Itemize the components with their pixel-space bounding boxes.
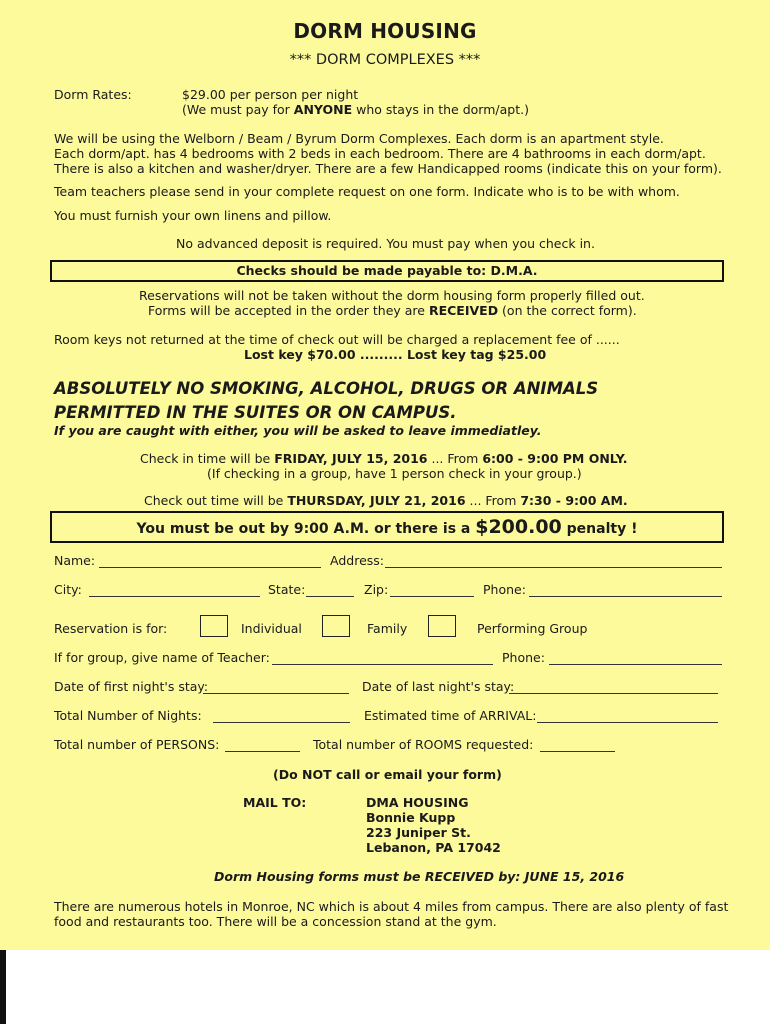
warning-line2: PERMITTED IN THE SUITES OR ON CAMPUS.: [54, 403, 457, 422]
teacher-label: If for group, give name of Teacher:: [54, 650, 270, 665]
info-line-3: There is also a kitchen and washer/dryer. There are a few Handicapped rooms (indicate this on your form).: [54, 161, 722, 176]
performing-group-label: Performing Group: [477, 621, 588, 636]
name-field[interactable]: [99, 567, 321, 568]
individual-label: Individual: [241, 621, 302, 636]
city-label: City:: [54, 582, 82, 597]
state-field[interactable]: [306, 596, 354, 597]
performing-group-checkbox[interactable]: [428, 615, 456, 637]
info-line-2: Each dorm/apt. has 4 bedrooms with 2 beds in each bedroom. There are 4 bathrooms in each dorm/apt.: [54, 146, 706, 161]
scan-edge-bar: [0, 950, 6, 1024]
last-night-field[interactable]: [509, 693, 718, 694]
last-night-label: Date of last night's stay:: [362, 679, 515, 694]
checkin-time: 6:00 - 9:00 PM ONLY.: [482, 451, 628, 466]
checkin-date: FRIDAY, JULY 15, 2016: [274, 451, 428, 466]
rates-line1: $29.00 per person per night: [182, 87, 359, 102]
checks-payable-text: Checks should be made payable to: D.M.A.: [236, 263, 538, 278]
address-label: Address:: [330, 553, 384, 568]
total-rooms-field[interactable]: [540, 751, 615, 752]
first-night-field[interactable]: [203, 693, 349, 694]
total-nights-field[interactable]: [213, 722, 350, 723]
footer-line2: food and restaurants too. There will be a concession stand at the gym.: [54, 914, 497, 929]
page-subtitle: *** DORM COMPLEXES ***: [289, 52, 481, 68]
mail-line3: 223 Juniper St.: [366, 825, 471, 840]
checkin-note: (If checking in a group, have 1 person check in your group.): [207, 466, 582, 481]
penalty-post: penalty !: [561, 521, 638, 537]
checkin-pre: Check in time will be: [140, 451, 275, 466]
info-line-4: Team teachers please send in your complete request on one form. Indicate who is to be with whom.: [54, 184, 680, 199]
checkout-date: THURSDAY, JULY 21, 2016: [287, 493, 466, 508]
teacher-field[interactable]: [272, 664, 493, 665]
individual-checkbox[interactable]: [200, 615, 228, 637]
phone-field[interactable]: [529, 596, 722, 597]
penalty-amount: $200.00: [475, 516, 562, 538]
total-persons-label: Total number of PERSONS:: [54, 737, 220, 752]
page-title: DORM HOUSING: [293, 19, 477, 43]
family-label: Family: [367, 621, 408, 636]
arrival-label: Estimated time of ARRIVAL:: [364, 708, 537, 723]
reservations-line2-bold: RECEIVED: [428, 303, 499, 318]
checkout-time: 7:30 - 9:00 AM.: [520, 493, 628, 508]
info-line-6: No advanced deposit is required. You must pay when you check in.: [176, 236, 595, 251]
deadline-note: Dorm Housing forms must be RECEIVED by: JUNE 15, 2016: [214, 869, 625, 884]
penalty-text: [52, 516, 722, 538]
rates-line2: [182, 102, 529, 117]
rates-label: Dorm Rates:: [54, 87, 132, 102]
arrival-field[interactable]: [537, 722, 718, 723]
address-field[interactable]: [385, 567, 722, 568]
total-nights-label: Total Number of Nights:: [54, 708, 202, 723]
rates-line2-post: who stays in the dorm/apt.): [352, 102, 529, 117]
first-night-label: Date of first night's stay:: [54, 679, 209, 694]
zip-field[interactable]: [390, 596, 474, 597]
no-call-note: (Do NOT call or email your form): [273, 767, 502, 782]
penalty-pre: You must be out by 9:00 A.M. or there is a: [136, 521, 476, 537]
info-line-5: You must furnish your own linens and pillow.: [54, 208, 332, 223]
checkout-pre: Check out time will be: [144, 493, 288, 508]
checkout-line: [144, 493, 628, 508]
zip-label: Zip:: [364, 582, 389, 597]
footer-line1: There are numerous hotels in Monroe, NC which is about 4 miles from campus. There are also plenty of fast: [54, 899, 729, 914]
teacher-phone-label: Phone:: [502, 650, 545, 665]
name-label: Name:: [54, 553, 96, 568]
mail-line1: DMA HOUSING: [366, 795, 469, 810]
checkout-mid: ... From: [465, 493, 521, 508]
mail-to-label: MAIL TO:: [243, 795, 307, 810]
warning-line1: ABSOLUTELY NO SMOKING, ALCOHOL, DRUGS OR ANIMALS: [54, 379, 599, 398]
reservations-line2: [148, 303, 637, 318]
checks-payable-box: [50, 260, 724, 282]
info-line-1: We will be using the Welborn / Beam / Byrum Dorm Complexes. Each dorm is an apartment style.: [54, 131, 664, 146]
reservations-line2-post: (on the correct form).: [498, 303, 637, 318]
checkin-mid: ... From: [427, 451, 483, 466]
penalty-box: [50, 511, 724, 543]
total-rooms-label: Total number of ROOMS requested:: [313, 737, 534, 752]
mail-line2: Bonnie Kupp: [366, 810, 456, 825]
rates-line2-pre: (We must pay for: [182, 102, 294, 117]
total-persons-field[interactable]: [225, 751, 300, 752]
keys-line2: Lost key $70.00 ......... Lost key tag $25.00: [244, 347, 547, 362]
phone-label: Phone:: [483, 582, 526, 597]
state-label: State:: [268, 582, 306, 597]
reservation-for-label: Reservation is for:: [54, 621, 168, 636]
reservations-line1: Reservations will not be taken without the dorm housing form properly filled out.: [139, 288, 645, 303]
family-checkbox[interactable]: [322, 615, 350, 637]
checkin-line: [140, 451, 628, 466]
reservations-line2-pre: Forms will be accepted in the order they are: [148, 303, 429, 318]
mail-line4: Lebanon, PA 17042: [366, 840, 501, 855]
city-field[interactable]: [89, 596, 260, 597]
teacher-phone-field[interactable]: [549, 664, 722, 665]
rates-line2-bold: ANYONE: [293, 102, 353, 117]
warning-line3: If you are caught with either, you will be asked to leave immediatley.: [54, 423, 542, 438]
keys-line1: Room keys not returned at the time of check out will be charged a replacement fee of ......: [54, 332, 620, 347]
